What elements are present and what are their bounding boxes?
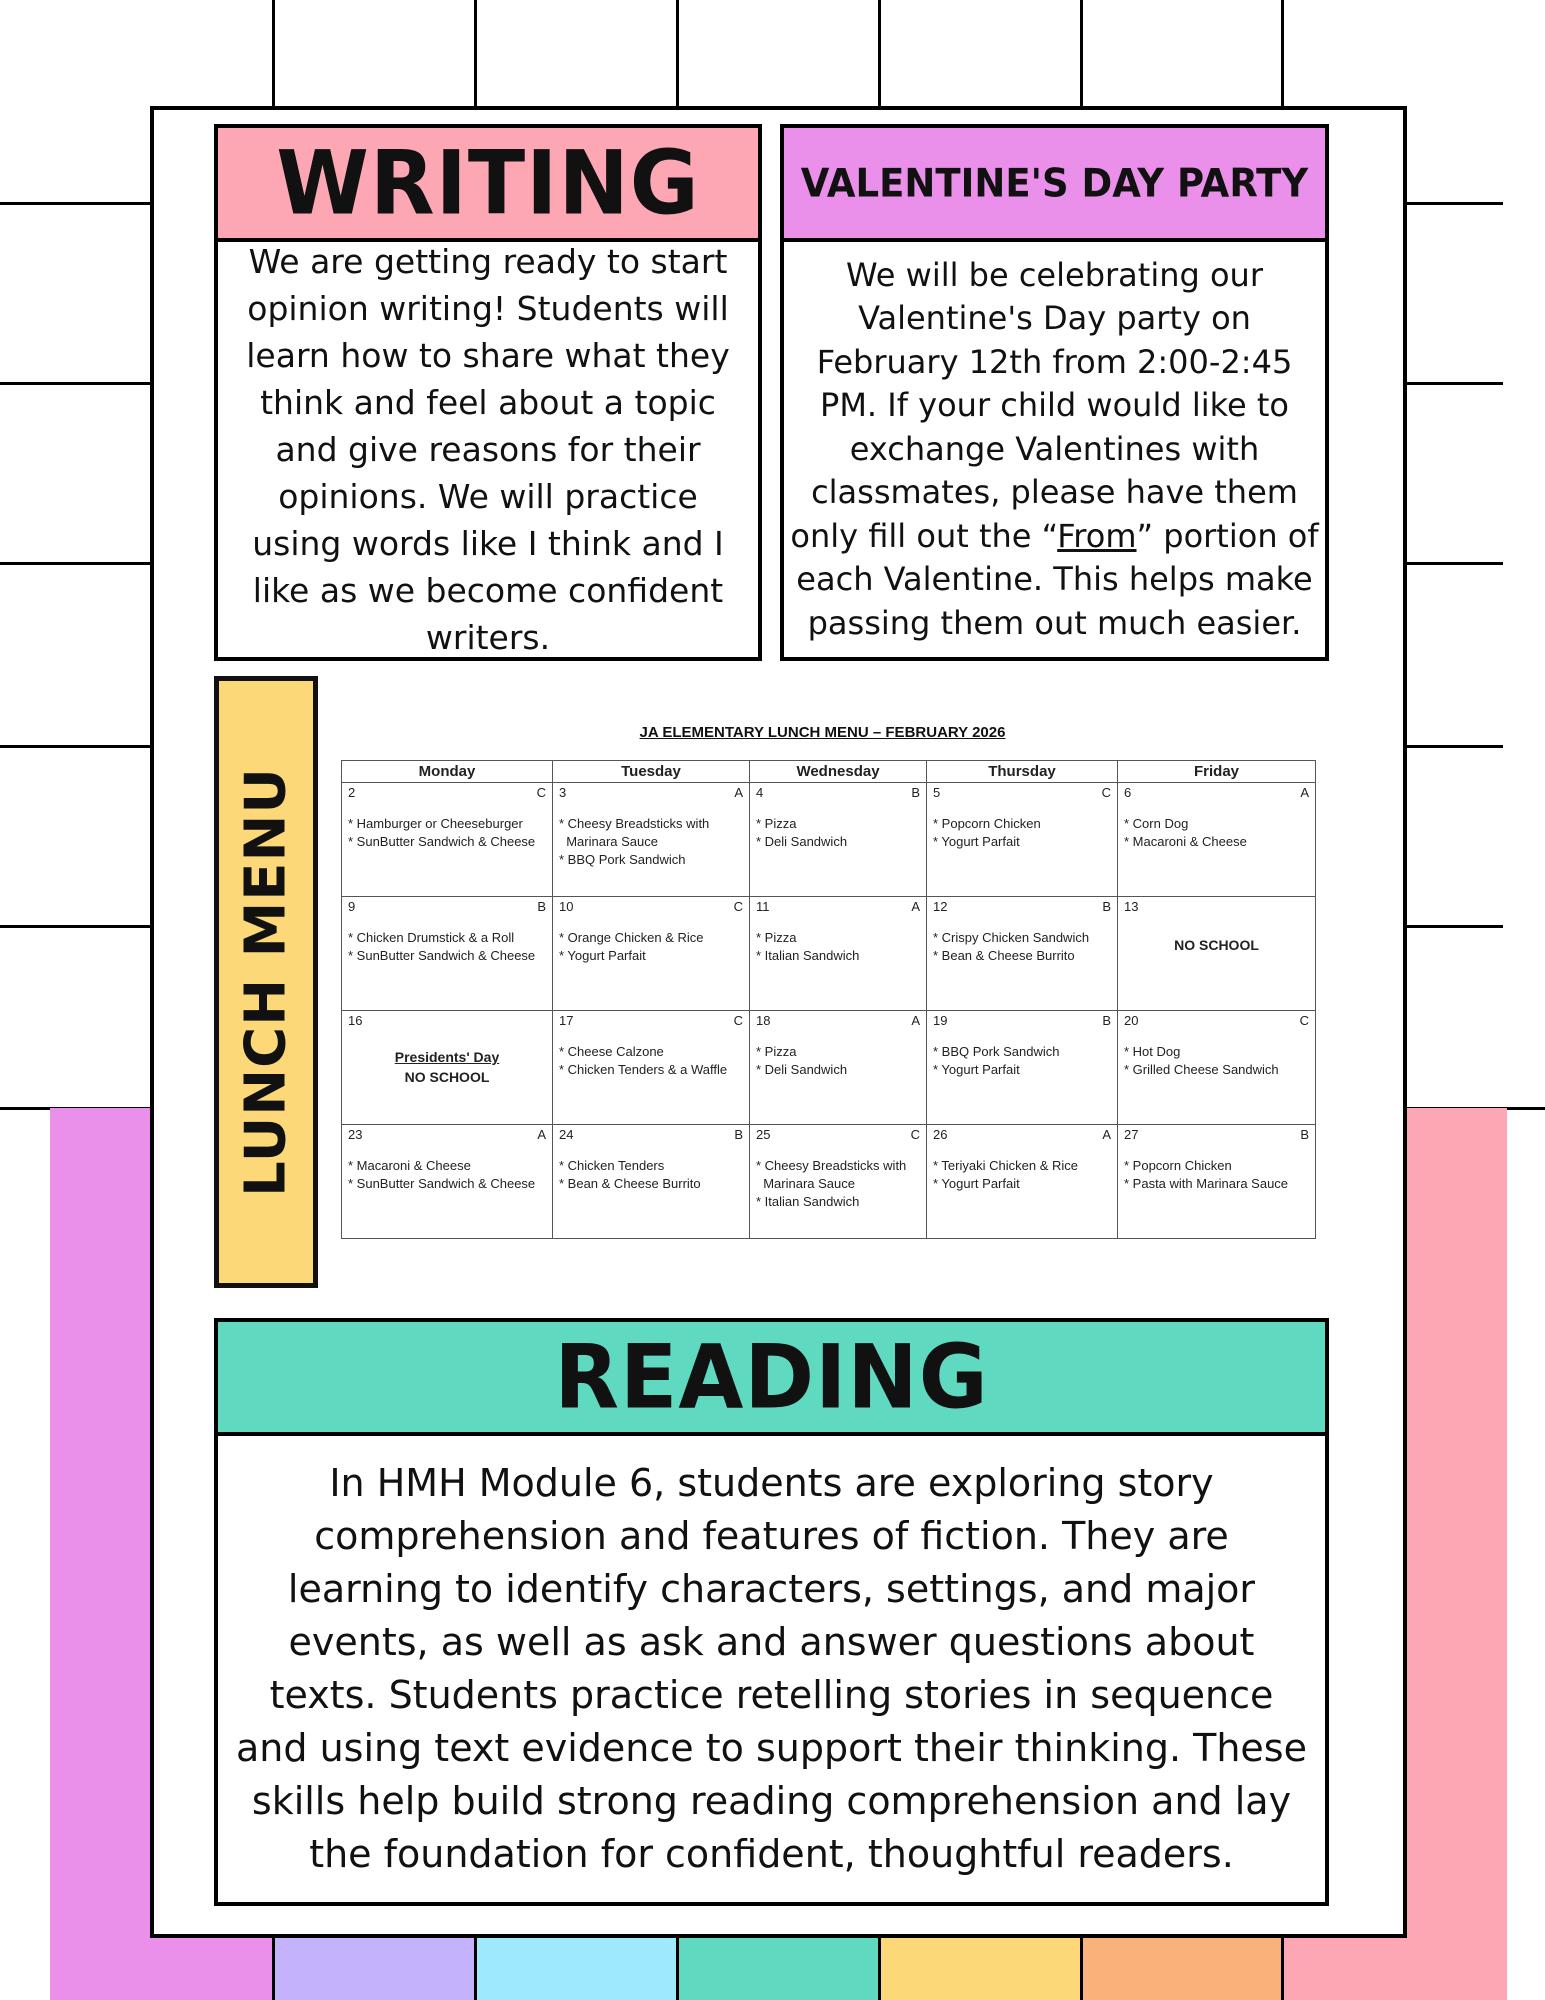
menu-letter: B — [537, 899, 546, 914]
day-number: 10 — [559, 899, 574, 914]
menu-items — [348, 929, 546, 965]
menu-item: * Pasta with Marinara Sauce — [1124, 1176, 1289, 1191]
day-number: 17 — [559, 1013, 574, 1028]
menu-letter: C — [1299, 1013, 1309, 1028]
menu-item: * Chicken Tenders & a Waffle — [559, 1062, 728, 1077]
menu-items — [1124, 1043, 1309, 1079]
grid-line — [0, 745, 152, 748]
day-header: Monday — [342, 761, 553, 783]
menu-items — [756, 815, 920, 851]
menu-items — [933, 1157, 1111, 1193]
reading-header — [218, 1322, 1325, 1436]
no-school-label: NO SCHOOL — [404, 1069, 490, 1085]
menu-items — [559, 815, 743, 869]
menu-letter: C — [733, 899, 743, 914]
stripe-orange — [1080, 1935, 1284, 2000]
writing-body — [218, 242, 758, 657]
day-number: 16 — [348, 1013, 363, 1028]
menu-item: * SunButter Sandwich & Cheese — [348, 948, 536, 963]
day-number: 20 — [1124, 1013, 1139, 1028]
menu-day-cell — [1118, 897, 1316, 1011]
reading-body — [218, 1436, 1325, 1902]
menu-day-cell — [1118, 1125, 1316, 1239]
lunch-menu-tab — [214, 676, 318, 1288]
menu-item: * Macaroni & Cheese — [348, 1158, 471, 1173]
menu-item: * BBQ Pork Sandwich — [933, 1044, 1060, 1059]
menu-items — [1124, 815, 1309, 851]
menu-item: * Pizza — [756, 930, 797, 945]
menu-item: * Chicken Tenders — [559, 1158, 665, 1173]
day-number: 23 — [348, 1127, 363, 1142]
menu-letter: C — [733, 1013, 743, 1028]
menu-item: * Cheesy Breadsticks with — [559, 816, 710, 831]
valentine-header — [784, 128, 1325, 242]
day-number: 11 — [756, 899, 770, 914]
menu-letter: A — [1300, 785, 1309, 800]
reading-section — [214, 1318, 1329, 1906]
menu-letter: A — [734, 785, 743, 800]
menu-item: * Deli Sandwich — [756, 1062, 848, 1077]
day-number: 6 — [1124, 785, 1132, 800]
menu-item: * Bean & Cheese Burrito — [559, 1176, 701, 1191]
menu-item: * Macaroni & Cheese — [1124, 834, 1247, 849]
menu-week-row — [342, 1125, 1316, 1239]
menu-item: * Yogurt Parfait — [933, 1062, 1020, 1077]
menu-items — [559, 1157, 743, 1193]
menu-day-cell — [342, 1125, 553, 1239]
menu-letter: A — [911, 899, 920, 914]
day-number: 27 — [1124, 1127, 1139, 1142]
menu-letter: C — [910, 1127, 920, 1142]
grid-line — [1405, 745, 1503, 748]
menu-item: * Italian Sandwich — [756, 948, 860, 963]
menu-letter: B — [734, 1127, 743, 1142]
menu-week-row — [342, 783, 1316, 897]
day-number: 3 — [559, 785, 567, 800]
menu-item: * Crispy Chicken Sandwich — [933, 930, 1090, 945]
day-number: 5 — [933, 785, 941, 800]
menu-item: * BBQ Pork Sandwich — [559, 852, 686, 867]
grid-line — [1405, 925, 1503, 928]
writing-title: WRITING — [276, 131, 700, 235]
stripe-blue — [474, 1935, 678, 2000]
menu-day-cell — [927, 783, 1118, 897]
menu-day-cell — [1118, 1011, 1316, 1125]
menu-letter: B — [1102, 1013, 1111, 1028]
lunch-menu-title: JA ELEMENTARY LUNCH MENU – FEBRUARY 2026 — [639, 724, 1006, 741]
grid-line — [0, 562, 152, 565]
day-header: Friday — [1118, 761, 1316, 783]
menu-item: * Popcorn Chicken — [933, 816, 1041, 831]
menu-day-cell — [342, 1011, 553, 1125]
day-number: 25 — [756, 1127, 771, 1142]
menu-day-cell — [927, 1125, 1118, 1239]
menu-item: * Deli Sandwich — [756, 834, 848, 849]
menu-items — [756, 929, 920, 965]
writing-text: We are getting ready to start opinion writing! Students will learn how to share what they think and feel about a topic and give reasons for their opinions. We will practice using words like I think and I like as we become confident writers. — [246, 242, 730, 657]
menu-item: * Teriyaki Chicken & Rice — [933, 1158, 1078, 1173]
menu-item: * Hot Dog — [1124, 1044, 1181, 1059]
menu-item: * Cheesy Breadsticks with — [756, 1158, 907, 1173]
menu-item: * Bean & Cheese Burrito — [933, 948, 1075, 963]
menu-items — [756, 1043, 920, 1079]
grid-line — [0, 382, 152, 385]
lunch-menu-calendar — [318, 676, 1327, 1236]
menu-items — [933, 929, 1111, 965]
stripe-yellow — [878, 1935, 1082, 2000]
grid-line — [1405, 202, 1503, 205]
day-number: 24 — [559, 1127, 574, 1142]
menu-item: * Corn Dog — [1124, 816, 1189, 831]
menu-letter: A — [1102, 1127, 1111, 1142]
menu-day-cell — [553, 1011, 750, 1125]
stripe-teal — [676, 1935, 880, 2000]
menu-day-cell — [553, 783, 750, 897]
menu-item: Marinara Sauce — [756, 1176, 855, 1191]
menu-item: * Popcorn Chicken — [1124, 1158, 1232, 1173]
menu-day-cell — [553, 1125, 750, 1239]
menu-items — [348, 815, 546, 851]
menu-letter: B — [911, 785, 920, 800]
menu-item: * Yogurt Parfait — [933, 834, 1020, 849]
day-number: 26 — [933, 1127, 948, 1142]
grid-line — [1405, 382, 1503, 385]
menu-day-cell — [750, 897, 927, 1011]
day-header-row — [342, 761, 1316, 783]
day-number: 13 — [1124, 899, 1139, 914]
day-number: 18 — [756, 1013, 771, 1028]
valentine-text-from: From — [1057, 516, 1137, 555]
reading-text: In HMH Module 6, students are exploring story comprehension and features of fiction. They are learning to identify characters, settings, and major events, as well as ask and answer questions about texts. Students practice retelling stories in sequence and using text evidence to support their thinking. These skills help build strong reading comprehension and lay the foundation for confident, thoughtful readers. — [236, 1461, 1307, 1876]
menu-letter: B — [1300, 1127, 1309, 1142]
menu-item: * Yogurt Parfait — [933, 1176, 1020, 1191]
menu-day-cell — [927, 897, 1118, 1011]
valentine-text-end: ” portion of each Valentine. This helps make passing them out much easier. — [796, 516, 1319, 642]
menu-item: * Cheese Calzone — [559, 1044, 664, 1059]
menu-items — [1124, 1157, 1309, 1193]
menu-letter: B — [1102, 899, 1111, 914]
menu-items — [559, 929, 743, 965]
menu-letter: A — [911, 1013, 920, 1028]
valentine-text-start: We will be celebrating our Valentine's Day party on February 12th from 2:00-2:45 PM. If your child would like to exchange Valentines with classmates, please have them only fill out the “ — [790, 255, 1298, 555]
menu-items — [756, 1157, 920, 1211]
menu-week-row — [342, 897, 1316, 1011]
lunch-menu-table — [341, 760, 1316, 1239]
grid-line — [0, 925, 152, 928]
reading-title: READING — [554, 1325, 989, 1429]
grid-line — [0, 202, 152, 205]
day-header: Thursday — [927, 761, 1118, 783]
day-number: 9 — [348, 899, 356, 914]
menu-day-cell — [342, 897, 553, 1011]
menu-item: * Orange Chicken & Rice — [559, 930, 704, 945]
grid-line — [1405, 562, 1503, 565]
menu-item: * Hamburger or Cheeseburger — [348, 816, 523, 831]
stripe-lavender — [272, 1935, 476, 2000]
menu-item: * SunButter Sandwich & Cheese — [348, 834, 536, 849]
menu-items — [933, 815, 1111, 851]
menu-item: * Grilled Cheese Sandwich — [1124, 1062, 1279, 1077]
valentine-body — [784, 242, 1325, 657]
menu-letter: C — [536, 785, 546, 800]
menu-items — [559, 1043, 743, 1079]
menu-weeks — [342, 783, 1316, 1239]
day-header: Tuesday — [553, 761, 750, 783]
menu-items — [933, 1043, 1111, 1079]
menu-item: * SunButter Sandwich & Cheese — [348, 1176, 536, 1191]
menu-day-cell — [750, 1125, 927, 1239]
menu-item: * Chicken Drumstick & a Roll — [348, 930, 515, 945]
menu-letter: A — [537, 1127, 546, 1142]
menu-day-cell — [927, 1011, 1118, 1125]
valentine-title: VALENTINE'S DAY PARTY — [800, 160, 1309, 206]
menu-day-cell — [553, 897, 750, 1011]
menu-day-cell — [1118, 783, 1316, 897]
day-number: 4 — [756, 785, 764, 800]
menu-week-row — [342, 1011, 1316, 1125]
menu-item: Marinara Sauce — [559, 834, 658, 849]
no-school-label: NO SCHOOL — [1174, 937, 1259, 953]
lunch-menu-label: LUNCH MENU — [233, 767, 299, 1197]
menu-item: * Yogurt Parfait — [559, 948, 646, 963]
menu-item: * Italian Sandwich — [756, 1194, 860, 1209]
writing-section — [214, 124, 762, 661]
holiday-note — [348, 1047, 546, 1087]
day-number: 12 — [933, 899, 948, 914]
writing-header — [218, 128, 758, 242]
menu-items — [348, 1157, 546, 1193]
day-number: 19 — [933, 1013, 948, 1028]
day-number: 2 — [348, 785, 356, 800]
menu-item: * Pizza — [756, 816, 797, 831]
menu-day-cell — [750, 1011, 927, 1125]
menu-day-cell — [342, 783, 553, 897]
menu-day-cell — [750, 783, 927, 897]
day-header: Wednesday — [750, 761, 927, 783]
holiday-name: Presidents' Day — [394, 1049, 500, 1065]
valentine-section — [780, 124, 1329, 661]
menu-item: * Pizza — [756, 1044, 797, 1059]
valentine-text — [790, 254, 1319, 646]
menu-letter: C — [1101, 785, 1111, 800]
